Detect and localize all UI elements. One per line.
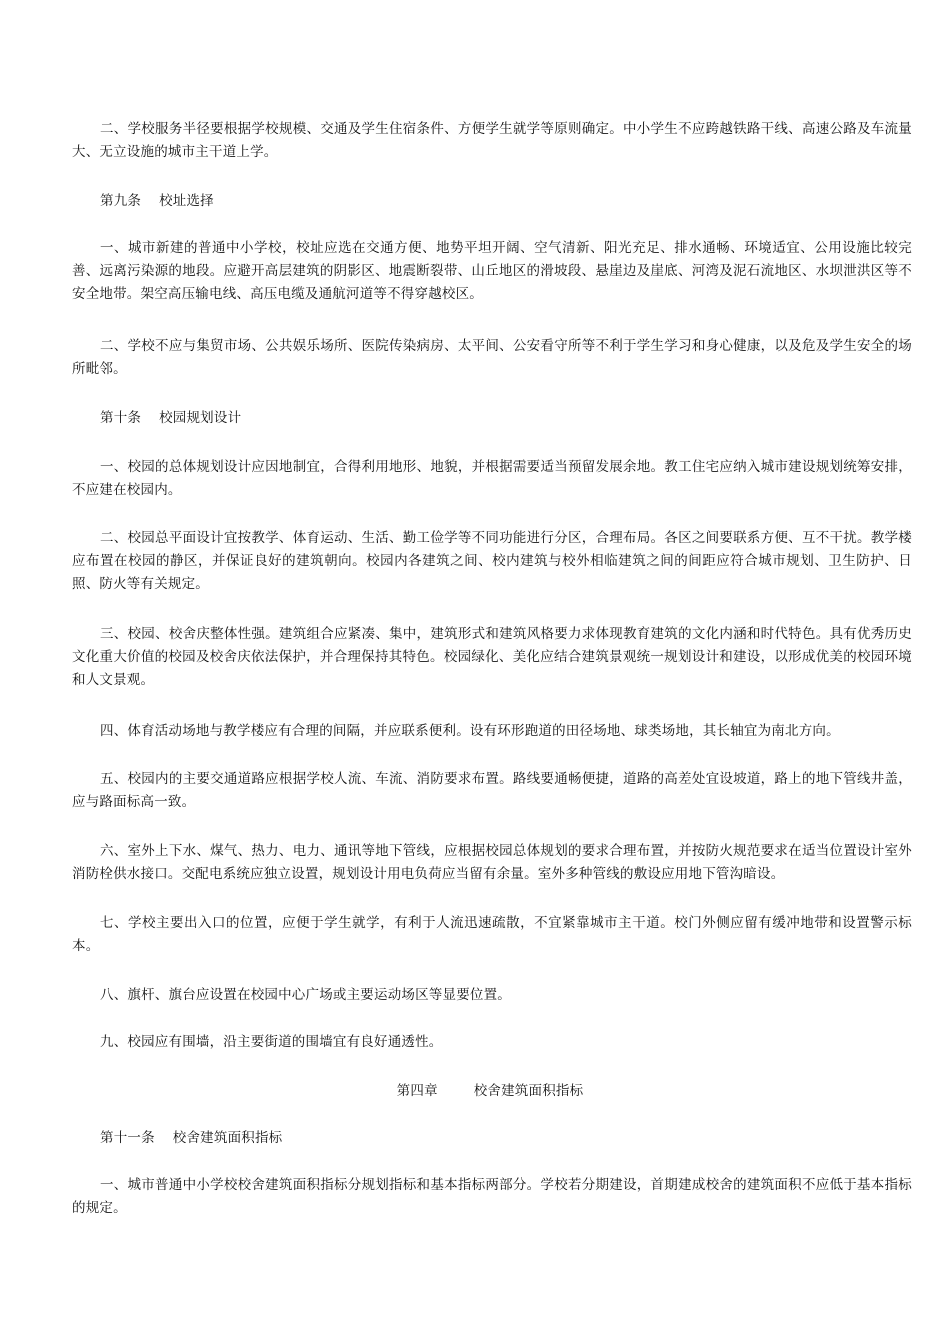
article-10-paragraph-4: 四、体育活动场地与教学楼应有合理的间隔，并应联系便利。设有环形跑道的田径场地、球类场地，其长轴宜为南北方向。: [100, 723, 840, 739]
article-11-heading: 第十一条 校舍建筑面积指标: [100, 1130, 283, 1146]
article-10-paragraph-6: 六、室外上下水、煤气、热力、电力、通讯等地下管线，应根据校园总体规划的要求合理布置，并按防火规范要求在适当位置设计室外消防栓供水接口。交配电系统应独立设置，规划设计用电负荷应当留有余量。室外多种管线的敷设应用地下管沟暗设。: [72, 843, 912, 882]
article-10-paragraph-2: 二、校园总平面设计宜按教学、体育运动、生活、勤工俭学等不同功能进行分区，合理布局。各区之间要联系方便、互不干扰。教学楼应布置在校园的静区，并保证良好的建筑朝向。校园内各建筑之间、校内建筑与校外相临建筑之间的间距应符合城市规划、卫生防护、日照、防火等有关规定。: [72, 530, 912, 592]
article-10-heading: 第十条 校园规划设计: [100, 410, 242, 426]
article-10-paragraph-3: 三、校园、校舍庆整体性强。建筑组合应紧凑、集中，建筑形式和建筑风格要力求体现教育建筑的文化内涵和时代特色。具有优秀历史文化重大价值的校园及校舍庆依法保护，并合理保持其特色。校园绿化、美化应结合建筑景观统一规划设计和建设，以形成优美的校园环境和人文景观。: [72, 626, 912, 688]
article-9-paragraph-1: 一、城市新建的普通中小学校，校址应选在交通方便、地势平坦开阔、空气清新、阳光充足、排水通畅、环境适宜、公用设施比较完善、远离污染源的地段。应避开高层建筑的阴影区、地震断裂带、山丘地区的滑坡段、悬崖边及崖底、河湾及泥石流地区、水坝泄洪区等不安全地带。架空高压输电线、高压电缆及通航河道等不得穿越校区。: [72, 240, 912, 302]
chapter-4-heading: 第四章 校舍建筑面积指标: [396, 1083, 584, 1099]
article-9-paragraph-2: 二、学校不应与集贸市场、公共娱乐场所、医院传染病房、太平间、公安看守所等不利于学生学习和身心健康，以及危及学生安全的场所毗邻。: [72, 338, 912, 377]
article-10-paragraph-7: 七、学校主要出入口的位置，应便于学生就学，有利于人流迅速疏散，不宜紧靠城市主干道。校门外侧应留有缓冲地带和设置警示标本。: [72, 915, 912, 954]
article-10-paragraph-1: 一、校园的总体规划设计应因地制宜，合得利用地形、地貌，并根据需要适当预留发展余地。教工住宅应纳入城市建设规划统筹安排，不应建在校园内。: [72, 459, 912, 498]
article-11-paragraph-1: 一、城市普通中小学校校舍建筑面积指标分规划指标和基本指标两部分。学校若分期建设，首期建成校舍的建筑面积不应低于基本指标的规定。: [72, 1177, 912, 1216]
article-10-paragraph-9: 九、校园应有围墙，沿主要街道的围墙宜有良好通透性。: [100, 1034, 443, 1050]
article-9-heading: 第九条 校址选择: [100, 193, 214, 209]
article-10-paragraph-5: 五、校园内的主要交通道路应根据学校人流、车流、消防要求布置。路线要通畅便捷，道路的高差处宜设坡道，路上的地下管线井盖，应与路面标高一致。: [72, 771, 912, 810]
article-10-paragraph-8: 八、旗杆、旗台应设置在校园中心广场或主要运动场区等显要位置。: [100, 987, 511, 1003]
paragraph-service-radius: 二、学校服务半径要根据学校规模、交通及学生住宿条件、方便学生就学等原则确定。中小学生不应跨越铁路干线、高速公路及车流量大、无立设施的城市主干道上学。: [72, 121, 912, 160]
